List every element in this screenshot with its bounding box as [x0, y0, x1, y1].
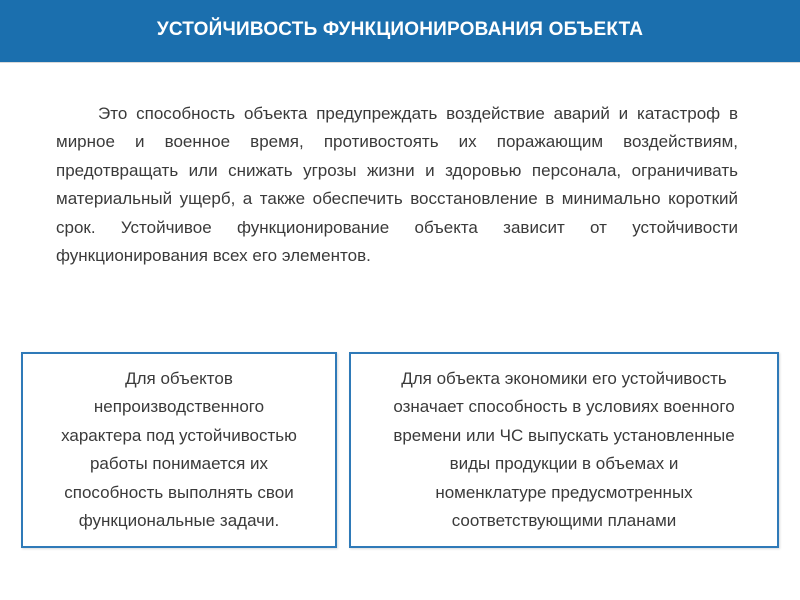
non-production-objects-text: Для объектов непроизводственного характера под устойчивостью работы понимается их способность выполнять свои функциональные задачи.	[61, 368, 297, 530]
economic-object-box	[349, 352, 779, 548]
non-production-objects-box	[21, 352, 337, 548]
intro-paragraph: Это способность объекта предупреждать воздействие аварий и катастроф в мирное и военное время, противостоять их поражающим воздействиям, предотвращать или снижать угрозы жизни и здоровью персонала, ограничивать материальный ущерб, а также обеспечить восстановление в минимально короткий срок. Устойчивое функционирование объекта зависит от устойчивости функционирования всех его элементов.	[56, 104, 738, 266]
page-title: УСТОЙЧИВОСТЬ ФУНКЦИОНИРОВАНИЯ ОБЪЕКТА	[156, 19, 644, 40]
economic-object-text: Для объекта экономики его устойчивость означает способность в условиях военного времени или ЧС выпускать установленные виды продукции в объемах и номенклатуре предусмотренных соответствующими планами	[393, 368, 735, 530]
header-bar	[0, 0, 800, 63]
